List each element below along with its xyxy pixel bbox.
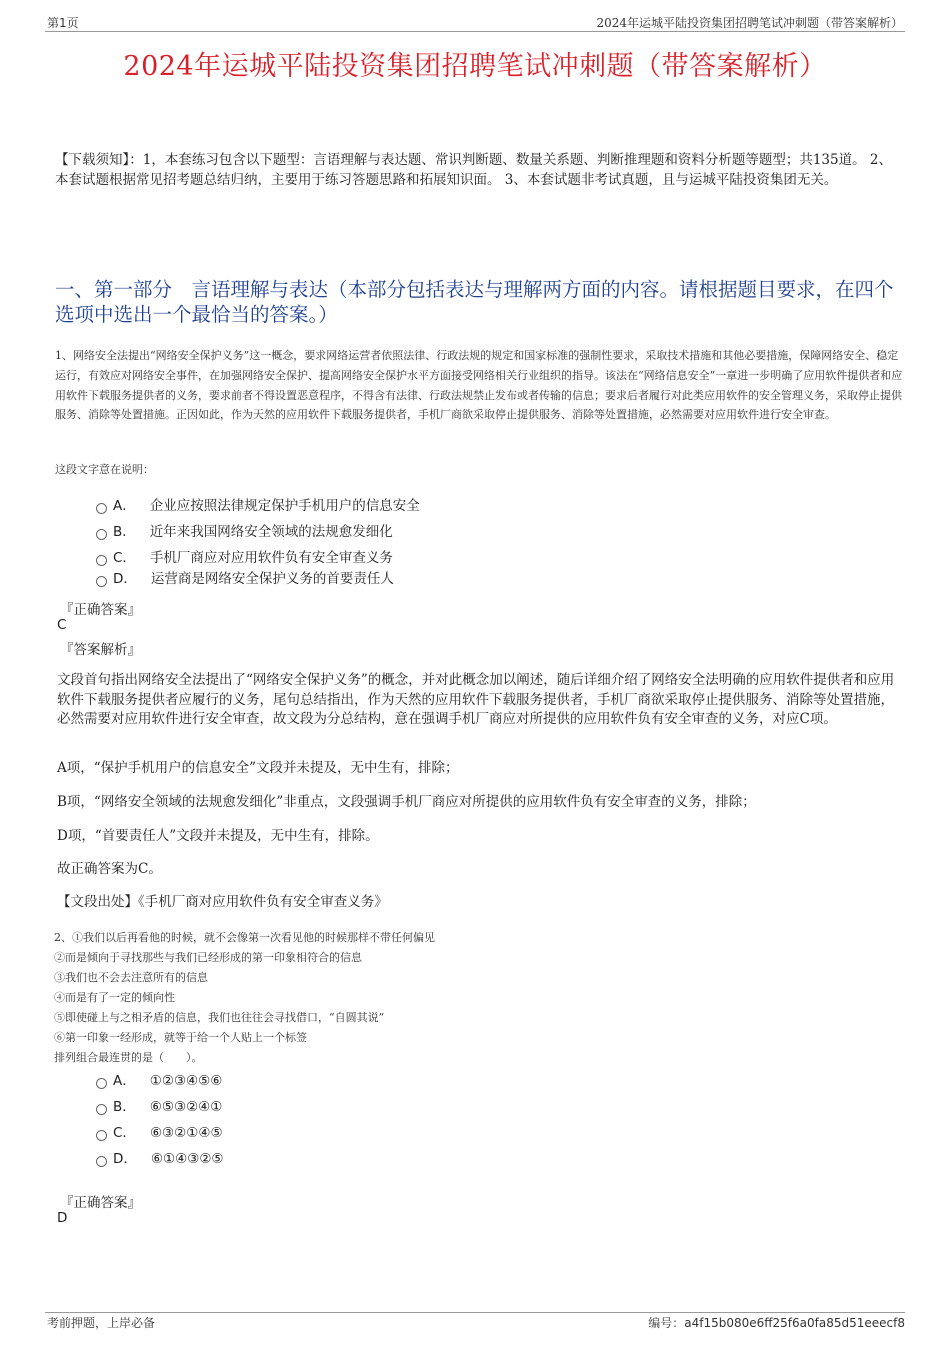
q1-stem: 这段文字意在说明： xyxy=(55,463,154,476)
q2-option-d[interactable]: D． ⑥①④③②⑤ xyxy=(96,1149,224,1169)
footer-code: 编号：a4f15b080e6ff25f6a0fa85d51eeecf8 xyxy=(648,1316,905,1330)
q1-conclusion: 故正确答案为C。 xyxy=(57,861,162,877)
q1-analysis-d: D项，“首要责任人”文段并未提及，无中生有，排除。 xyxy=(57,828,379,844)
footer-slogan: 考前押题，上岸必备 xyxy=(47,1316,156,1330)
radio-icon[interactable] xyxy=(96,1130,107,1141)
q2-line-2: ②而是倾向于寻找那些与我们已经形成的第一印象相符合的信息 xyxy=(54,951,362,964)
q2-stem: 排列组合最连贯的是（ ）。 xyxy=(54,1051,203,1064)
radio-icon[interactable] xyxy=(96,555,107,566)
q2-option-a[interactable]: A． ①②③④⑤⑥ xyxy=(96,1071,222,1091)
footer-rule xyxy=(45,1312,905,1313)
q2-option-c[interactable]: C． ⑥③②①④⑤ xyxy=(96,1123,223,1143)
q1-passage: 1、网络安全法提出“网络安全保护义务”这一概念，要求网络运营者依照法律、行政法规的规定和国家标准的强制性要求，采取技术措施和其他必要措施，保障网络安全、稳定运行，有效应对网络安全事件，在加强网络安全保护、提高网络安全保护水平方面接受网络相关行业组织的指导。该法在“网络信息安全”一章进一步明确了应用软件提供者和应用软件下载服务提供者的义务，要求前者不得设置恶意程序，不得含有法律、行政法规禁止发布或者传输的信息；要求后者履行对此类应用软件的安全管理义务，采取停止提供服务、消除等处置措施。正因如此，作为天然的应用软件下载服务提供者，手机厂商欲采取停止提供服务、消除等处置措施，必然需要对应用软件进行安全审查。 xyxy=(55,349,903,422)
q1-option-d[interactable]: D． 运营商是网络安全保护义务的首要责任人 xyxy=(96,569,394,589)
radio-icon[interactable] xyxy=(96,1078,107,1089)
q1-source: 【文段出处】《手机厂商对应用软件负有安全审查义务》 xyxy=(57,894,388,910)
q2-line-4: ④而是有了一定的倾向性 xyxy=(54,991,175,1004)
q1-analysis-label: 『答案解析』 xyxy=(60,642,141,658)
radio-icon[interactable] xyxy=(96,529,107,540)
q2-answer-label: 『正确答案』 xyxy=(60,1195,141,1211)
radio-icon[interactable] xyxy=(96,1104,107,1115)
q1-option-a[interactable]: A． 企业应按照法律规定保护手机用户的信息安全 xyxy=(96,496,420,516)
q1-answer: C xyxy=(57,617,67,633)
q2-line-3: ③我们也不会去注意所有的信息 xyxy=(54,971,208,984)
radio-icon[interactable] xyxy=(96,576,107,587)
q1-option-b[interactable]: B． 近年来我国网络安全领域的法规愈发细化 xyxy=(96,522,393,542)
page-number: 第1页 xyxy=(47,16,79,30)
q1-analysis-a: A项，“保护手机用户的信息安全”文段并未提及，无中生有，排除； xyxy=(57,760,459,776)
radio-icon[interactable] xyxy=(96,503,107,514)
section-heading: 一、第一部分 言语理解与表达（本部分包括表达与理解两方面的内容。请根据题目要求，在四个选项中选出一个最恰当的答案。） xyxy=(55,278,894,326)
radio-icon[interactable] xyxy=(96,1156,107,1167)
q1-answer-label: 『正确答案』 xyxy=(60,602,141,618)
running-title: 2024年运城平陆投资集团招聘笔试冲刺题（带答案解析） xyxy=(596,16,903,30)
header-rule xyxy=(45,31,905,32)
q1-analysis-b: B项，“网络安全领域的法规愈发细化”非重点，文段强调手机厂商应对所提供的应用软件负有安全审查的义务，排除； xyxy=(57,794,756,810)
document-title: 2024年运城平陆投资集团招聘笔试冲刺题（带答案解析） xyxy=(123,51,827,82)
q2-answer: D xyxy=(57,1210,68,1226)
q1-analysis: 文段首句指出网络安全法提出了“网络安全保护义务”的概念，并对此概念加以阐述，随后详细介绍了网络安全法明确的应用软件提供者和应用软件下载服务提供者应履行的义务，尾句总结指出，作为天然的应用软件下载服务提供者，手机厂商欲采取停止提供服务、消除等处置措施，必然需要对应用软件进行安全审查，故文段为分总结构，意在强调手机厂商应对所提供的应用软件负有安全审查的义务，对应C项。 xyxy=(57,672,895,727)
q2-line-6: ⑥第一印象一经形成，就等于给一个人贴上一个标签 xyxy=(54,1031,307,1044)
q2-line-1: 2、①我们以后再看他的时候，就不会像第一次看见他的时候那样不带任何偏见 xyxy=(54,931,435,944)
download-notice: 【下载须知】：1，本套练习包含以下题型：言语理解与表达题、常识判断题、数量关系题、判断推理题和资料分析题等题型；共135道。 2、本套试题根据常见招考题总结归纳，主要用于练习答题思路和拓展知识面。 3、本套试题非考试真题，且与运城平陆投资集团无关。 xyxy=(55,152,892,188)
q2-line-5: ⑤即使碰上与之相矛盾的信息，我们也往往会寻找借口，“自圆其说” xyxy=(54,1011,385,1024)
q2-option-b[interactable]: B． ⑥⑤③②④① xyxy=(96,1097,222,1117)
q1-option-c[interactable]: C． 手机厂商应对应用软件负有安全审查义务 xyxy=(96,548,393,568)
